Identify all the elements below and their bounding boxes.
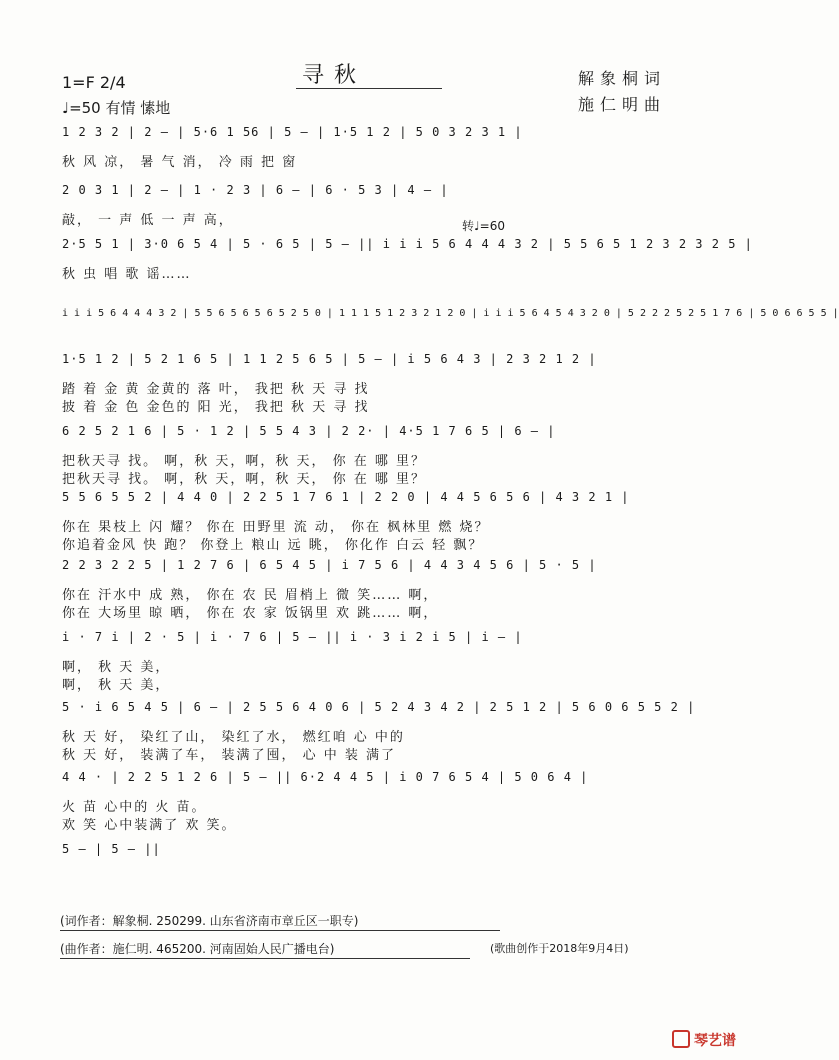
notation: 6 2 5 2 1 6 | 5 · 1 2 | 5 5 4 3 | 2 2· | 4·5 1 7 6 5 | 6 — |: [62, 424, 556, 438]
lyric-line: 敲， 一 声 低 一 声 高，: [62, 213, 234, 228]
title-underline: [296, 88, 442, 89]
notation: 5 — | 5 — ||: [62, 842, 161, 856]
notation: 2 2 3 2 2 5 | 1 2 7 6 | 6 5 4 5 | i 7 5 6 | 4 4 3 4 5 6 | 5 · 5 |: [62, 558, 597, 572]
lyric-line: 你在 汗水中 成 熟， 你在 农 民 眉梢上 微 笑…… 啊，: [62, 588, 439, 603]
lyric-line: 把秋天寻 找。 啊，秋 天，啊，秋 天， 你 在 哪 里？: [62, 454, 427, 469]
site-watermark: [672, 1030, 736, 1050]
lyric-line: 啊， 秋 天 美，: [62, 660, 171, 675]
tempo-change-marking: 转♩=60: [462, 219, 505, 233]
watermark-text: 琴艺谱: [694, 1033, 736, 1049]
lyric-line: 欢 笑 心中装满了 欢 笑。: [62, 818, 237, 833]
lyric-line: 你追着金风 快 跑？ 你登上 粮山 远 眺， 你化作 白云 轻 飘？: [62, 538, 484, 553]
notation: 1 2 3 2 | 2 — | 5·6 1 56 | 5 — | 1·5 1 2 | 5 0 3 2 3 1 |: [62, 125, 523, 139]
notation: 2·5 5 1 | 3·0 6 5 4 | 5 · 6 5 | 5 — || i i i 5 6 4 4 4 3 2 | 5 5 6 5 1 2 3 2 3 2 5 |: [62, 237, 753, 251]
lyric-line: 你在 大场里 晾 晒， 你在 农 家 饭锅里 欢 跳…… 啊，: [62, 606, 439, 621]
footer-underline: [60, 958, 470, 959]
notation: 5 · i 6 5 4 5 | 6 — | 2 5 5 6 4 0 6 | 5 2 4 3 4 2 | 2 5 1 2 | 5 6 0 6 5 5 2 |: [62, 700, 696, 714]
lyric-line: 你在 果枝上 闪 耀？ 你在 田野里 流 动， 你在 枫林里 燃 烧？: [62, 520, 490, 535]
notation: 1·5 1 2 | 5 2 1 6 5 | 1 1 2 5 6 5 | 5 — | i 5 6 4 3 | 2 3 2 1 2 |: [62, 352, 597, 366]
notation: i · 7 i | 2 · 5 | i · 7 6 | 5 — || i · 3 i 2 i 5 | i — |: [62, 630, 523, 644]
logo-icon: [672, 1030, 690, 1048]
lyric-line: 秋 风 凉， 暑 气 消， 冷 雨 把 窗: [62, 155, 298, 170]
lyricist-credit: 解象桐词: [578, 69, 667, 88]
song-title: 寻秋: [302, 63, 367, 88]
lyric-line: 披 着 金 色 金色的 阳 光， 我把 秋 天 寻 找: [62, 400, 370, 415]
notation: 4 4 · | 2 2 5 1 2 6 | 5 — || 6·2 4 4 5 | i 0 7 6 5 4 | 5 0 6 4 |: [62, 770, 589, 784]
composition-date: (歌曲创作于2018年9月4日): [490, 942, 629, 955]
footer-underline: [60, 930, 500, 931]
notation: 2 0 3 1 | 2 — | 1 · 2 3 | 6 — | 6 · 5 3 | 4 — |: [62, 183, 449, 197]
lyricist-info: (词作者：解象桐. 250299. 山东省济南市章丘区一职专): [60, 914, 359, 928]
lyric-line: 火 苗 心中的 火 苗。: [62, 800, 207, 815]
notation: 5 5 6 5 5 2 | 4 4 0 | 2 2 5 1 7 6 1 | 2 2 0 | 4 4 5 6 5 6 | 4 3 2 1 |: [62, 490, 630, 504]
lyric-line: 踏 着 金 黄 金黄的 落 叶， 我把 秋 天 寻 找: [62, 382, 370, 397]
key-signature: 1=F 2/4: [62, 73, 126, 92]
composer-credit: 施仁明曲: [578, 95, 667, 114]
notation: i i i 5 6 4 4 4 3 2 | 5 5 6 5 6 5 6 5 2 5 0 | 1 1 1 5 1 2 3 2 1 2 0 | i i i 5 6 4 5 4 3 2 0 | 5 2 2 2 5 2 5 1 7 6 | 5 0 6 6 5 5 |: [62, 308, 839, 319]
composer-info: (曲作者：施仁明. 465200. 河南固始人民广播电台): [60, 942, 335, 956]
lyric-line: 秋 虫 唱 歌 谣……: [62, 267, 192, 282]
lyric-line: 秋 天 好， 染红了山， 染红了水， 燃红咱 心 中的: [62, 730, 405, 745]
tempo-marking: ♩=50 有情 愫地: [62, 99, 171, 117]
lyric-line: 秋 天 好， 装满了车， 装满了囤， 心 中 装 满了: [62, 748, 397, 763]
lyric-line: 啊， 秋 天 美，: [62, 678, 171, 693]
lyric-line: 把秋天寻 找。 啊，秋 天，啊，秋 天， 你 在 哪 里？: [62, 472, 427, 487]
